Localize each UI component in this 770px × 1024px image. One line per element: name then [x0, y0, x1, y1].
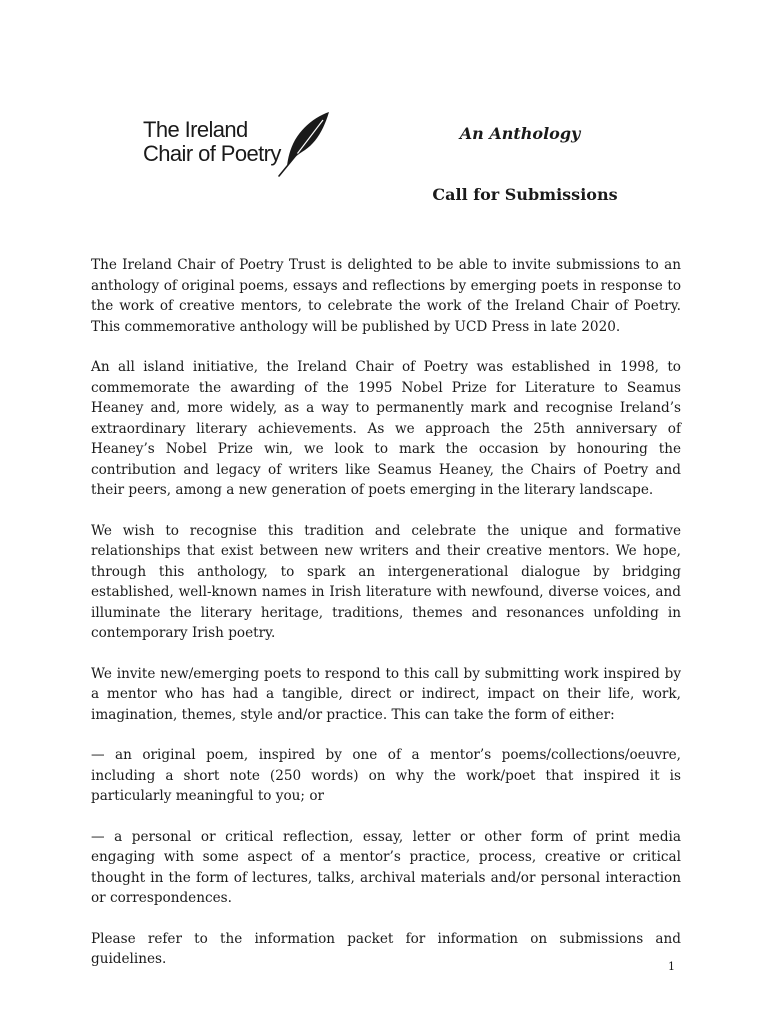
paragraph-tradition: We wish to recognise this tradition and celebrate the unique and formative relationships that exist between new writers and their creative mentors. We hope, through this anthology, to spark an intergenerational dialogue by bridging established, well-known names in Irish literature with newfound, diverse voices, and illuminate the literary heritage, traditions, themes and resonances unfolding in contemporary Irish poetry.	[91, 522, 681, 641]
page-number: 1	[668, 960, 675, 973]
document-body	[91, 255, 681, 990]
paragraph-guidelines: Please refer to the information packet for information on submissions and guidelines.	[91, 930, 681, 967]
logo-text	[143, 118, 281, 166]
logo-line-1: The Ireland	[143, 117, 248, 142]
paragraph-option-poem: — an original poem, inspired by one of a mentor’s poems/collections/oeuvre, including a short note (250 words) on why the work/poet that inspired it is particularly meaningful to you; or	[91, 747, 681, 804]
logo-line-2: Chair of Poetry	[143, 141, 281, 166]
paragraph-history: An all island initiative, the Ireland Chair of Poetry was established in 1998, to commemorate the awarding of the 1995 Nobel Prize for Literature to Seamus Heaney and, more widely, as a way to permanently mark and recognise Ireland’s extraordinary literary achievements. As we approach the 25th anniversary of Heaney’s Nobel Prize win, we look to mark the occasion by honouring the contribution and legacy of writers like Seamus Heaney, the Chairs of Poetry and their peers, among a new generation of poets emerging in the literary landscape.	[91, 359, 681, 498]
paragraph-intro: The Ireland Chair of Poetry Trust is delighted to be able to invite submissions to an anthology of original poems, essays and reflections by emerging poets in response to the work of creative mentors, to celebrate the work of the Ireland Chair of Poetry. This commemorative anthology will be published by UCD Press in late 2020.	[91, 257, 681, 335]
ireland-chair-of-poetry-logo	[143, 110, 333, 180]
feather-quill-icon	[273, 110, 333, 180]
paragraph-option-reflection: — a personal or critical reflection, essay, letter or other form of print media engaging with some aspect of a mentor’s practice, process, creative or critical thought in the form of lectures, talks, archival materials and/or personal interaction or correspondences.	[91, 828, 681, 906]
page-title: Call for Submissions	[432, 185, 618, 204]
anthology-subtitle: An Anthology	[459, 124, 581, 143]
paragraph-invitation: We invite new/emerging poets to respond to this call by submitting work inspired by a mentor who has had a tangible, direct or indirect, impact on their life, work, imagination, themes, style and/or practice. This can take the form of either:	[91, 665, 681, 723]
